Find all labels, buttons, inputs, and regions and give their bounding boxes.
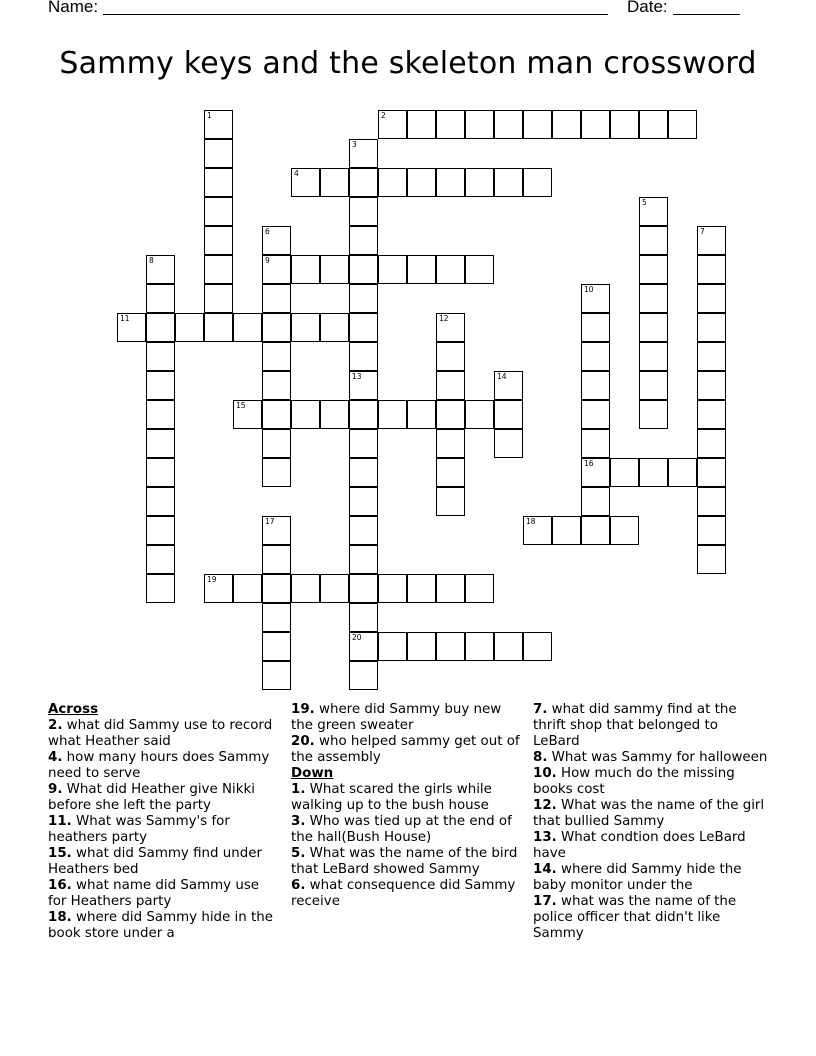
crossword-cell[interactable] bbox=[204, 168, 233, 197]
across-clue-11: 11. What was Sammy's for heathers party bbox=[48, 814, 230, 845]
crossword-cell[interactable] bbox=[436, 487, 465, 516]
crossword-cell[interactable] bbox=[465, 400, 494, 429]
crossword-cell[interactable] bbox=[146, 342, 175, 371]
crossword-cell[interactable] bbox=[349, 313, 378, 342]
crossword-cell[interactable] bbox=[407, 168, 436, 197]
crossword-cell[interactable] bbox=[465, 574, 494, 603]
crossword-cell[interactable] bbox=[610, 516, 639, 545]
crossword-cell[interactable] bbox=[262, 429, 291, 458]
down-clue-6: 6. what consequence did Sammy receive bbox=[291, 878, 516, 909]
crossword-cell[interactable] bbox=[407, 400, 436, 429]
crossword-cell[interactable] bbox=[378, 255, 407, 284]
crossword-cell[interactable] bbox=[552, 516, 581, 545]
crossword-cell[interactable] bbox=[349, 400, 378, 429]
crossword-cell[interactable] bbox=[697, 429, 726, 458]
crossword-cell[interactable] bbox=[465, 255, 494, 284]
crossword-cell[interactable] bbox=[146, 574, 175, 603]
crossword-cell[interactable] bbox=[697, 487, 726, 516]
clue-number: 7 bbox=[700, 227, 705, 236]
crossword-cell[interactable] bbox=[436, 110, 465, 139]
crossword-cell[interactable] bbox=[378, 632, 407, 661]
crossword-cell[interactable] bbox=[639, 342, 668, 371]
crossword-cell[interactable] bbox=[320, 255, 349, 284]
clue-number: 8 bbox=[149, 256, 154, 265]
crossword-cell[interactable] bbox=[697, 400, 726, 429]
clue-number: 18 bbox=[526, 517, 536, 526]
crossword-cell[interactable] bbox=[581, 429, 610, 458]
crossword-cell[interactable] bbox=[320, 574, 349, 603]
crossword-cell[interactable] bbox=[349, 545, 378, 574]
crossword-cell[interactable] bbox=[494, 371, 523, 400]
crossword-cell[interactable] bbox=[668, 110, 697, 139]
crossword-cell[interactable] bbox=[465, 168, 494, 197]
clue-number: 2 bbox=[381, 111, 386, 120]
crossword-cell[interactable] bbox=[639, 458, 668, 487]
crossword-cell[interactable] bbox=[291, 168, 320, 197]
crossword-cell[interactable] bbox=[697, 516, 726, 545]
clue-number: 17 bbox=[265, 517, 275, 526]
crossword-cell[interactable] bbox=[639, 313, 668, 342]
crossword-cell[interactable] bbox=[436, 400, 465, 429]
crossword-cell[interactable] bbox=[552, 110, 581, 139]
crossword-cell[interactable] bbox=[581, 371, 610, 400]
crossword-cell[interactable] bbox=[697, 371, 726, 400]
crossword-cell[interactable] bbox=[262, 342, 291, 371]
crossword-cell[interactable] bbox=[639, 371, 668, 400]
crossword-cell[interactable] bbox=[436, 342, 465, 371]
crossword-cell[interactable] bbox=[349, 632, 378, 661]
across-clue-20: 20. who helped sammy get out of the assembly bbox=[291, 734, 520, 765]
clue-number: 1 bbox=[207, 111, 212, 120]
crossword-cell[interactable] bbox=[262, 400, 291, 429]
down-clue-10: 10. How much do the missing books cost bbox=[533, 766, 735, 797]
clue-number: 6 bbox=[265, 227, 270, 236]
crossword-cell[interactable] bbox=[262, 284, 291, 313]
crossword-cell[interactable] bbox=[146, 458, 175, 487]
crossword-cell[interactable] bbox=[349, 168, 378, 197]
crossword-cell[interactable] bbox=[494, 168, 523, 197]
crossword-cell[interactable] bbox=[291, 313, 320, 342]
crossword-cell[interactable] bbox=[581, 516, 610, 545]
crossword-cell[interactable] bbox=[320, 313, 349, 342]
crossword-cell[interactable] bbox=[349, 226, 378, 255]
crossword-cell[interactable] bbox=[349, 284, 378, 313]
crossword-cell[interactable] bbox=[233, 313, 262, 342]
down-clue-12: 12. What was the name of the girl that bullied Sammy bbox=[533, 798, 765, 829]
clue-number: 13 bbox=[352, 372, 362, 381]
crossword-cell[interactable] bbox=[146, 255, 175, 284]
crossword-cell[interactable] bbox=[581, 313, 610, 342]
crossword-cell[interactable] bbox=[349, 197, 378, 226]
crossword-cell[interactable] bbox=[117, 313, 146, 342]
crossword-cell[interactable] bbox=[320, 168, 349, 197]
crossword-cell[interactable] bbox=[697, 342, 726, 371]
across-clue-19: 19. where did Sammy buy new the green sweater bbox=[291, 702, 502, 733]
crossword-cell[interactable] bbox=[262, 632, 291, 661]
clues-column-3 bbox=[533, 702, 768, 942]
crossword-cell[interactable] bbox=[262, 661, 291, 690]
down-clue-14: 14. where did Sammy hide the baby monitor under the bbox=[533, 862, 742, 893]
crossword-cell[interactable] bbox=[146, 516, 175, 545]
crossword-cell[interactable] bbox=[146, 400, 175, 429]
crossword-cell[interactable] bbox=[581, 110, 610, 139]
crossword-cell[interactable] bbox=[581, 284, 610, 313]
crossword-cell[interactable] bbox=[291, 400, 320, 429]
crossword-cell[interactable] bbox=[291, 255, 320, 284]
crossword-cell[interactable] bbox=[349, 342, 378, 371]
crossword-cell[interactable] bbox=[349, 458, 378, 487]
crossword-cell[interactable] bbox=[262, 255, 291, 284]
crossword-cell[interactable] bbox=[349, 255, 378, 284]
crossword-cell[interactable] bbox=[349, 139, 378, 168]
crossword-cell[interactable] bbox=[146, 313, 175, 342]
across-clue-15: 15. what did Sammy find under Heathers bed bbox=[48, 846, 262, 877]
crossword-cell[interactable] bbox=[204, 226, 233, 255]
crossword-cell[interactable] bbox=[320, 400, 349, 429]
down-heading: Down bbox=[291, 766, 334, 781]
crossword-cell[interactable] bbox=[378, 110, 407, 139]
clues-column-2 bbox=[291, 702, 526, 910]
crossword-cell[interactable] bbox=[146, 429, 175, 458]
crossword-cell[interactable] bbox=[639, 110, 668, 139]
crossword-cell[interactable] bbox=[639, 226, 668, 255]
crossword-cell[interactable] bbox=[349, 603, 378, 632]
crossword-cell[interactable] bbox=[349, 516, 378, 545]
crossword-cell[interactable] bbox=[697, 226, 726, 255]
crossword-cell[interactable] bbox=[494, 632, 523, 661]
crossword-cell[interactable] bbox=[204, 255, 233, 284]
crossword-cell[interactable] bbox=[697, 255, 726, 284]
crossword-cell[interactable] bbox=[349, 487, 378, 516]
crossword-cell[interactable] bbox=[262, 313, 291, 342]
crossword-cell[interactable] bbox=[436, 429, 465, 458]
crossword-cell[interactable] bbox=[697, 284, 726, 313]
clue-number: 19 bbox=[207, 575, 217, 584]
crossword-cell[interactable] bbox=[407, 632, 436, 661]
crossword-cell[interactable] bbox=[436, 313, 465, 342]
down-clue-7: 7. what did sammy find at the thrift shop that belonged to LeBard bbox=[533, 702, 737, 749]
down-clue-1: 1. What scared the girls while walking up to the bush house bbox=[291, 782, 492, 813]
crossword-cell[interactable] bbox=[436, 632, 465, 661]
crossword-cell[interactable] bbox=[204, 110, 233, 139]
crossword-cell[interactable] bbox=[262, 371, 291, 400]
crossword-cell[interactable] bbox=[697, 313, 726, 342]
down-clue-3: 3. Who was tied up at the end of the hall(Bush House) bbox=[291, 814, 512, 845]
crossword-cell[interactable] bbox=[581, 487, 610, 516]
down-clue-5: 5. What was the name of the bird that LeBard showed Sammy bbox=[291, 846, 518, 877]
crossword-cell[interactable] bbox=[262, 574, 291, 603]
date-label: Date: bbox=[627, 0, 668, 16]
clues-column-1 bbox=[48, 702, 280, 942]
clue-number: 20 bbox=[352, 633, 362, 642]
name-label: Name: bbox=[48, 0, 99, 16]
crossword-cell[interactable] bbox=[407, 255, 436, 284]
crossword-cell[interactable] bbox=[378, 168, 407, 197]
crossword-cell[interactable] bbox=[146, 545, 175, 574]
crossword-cell[interactable] bbox=[465, 632, 494, 661]
crossword-cell[interactable] bbox=[262, 516, 291, 545]
crossword-cell[interactable] bbox=[465, 110, 494, 139]
crossword-cell[interactable] bbox=[639, 400, 668, 429]
crossword-cell[interactable] bbox=[610, 458, 639, 487]
page-title: Sammy keys and the skeleton man crossword bbox=[59, 46, 757, 81]
crossword-cell[interactable] bbox=[436, 458, 465, 487]
crossword-cell[interactable] bbox=[697, 545, 726, 574]
crossword-cell[interactable] bbox=[262, 603, 291, 632]
crossword-cell[interactable] bbox=[494, 429, 523, 458]
crossword-cell[interactable] bbox=[668, 458, 697, 487]
crossword-cell[interactable] bbox=[262, 545, 291, 574]
crossword-cell[interactable] bbox=[378, 400, 407, 429]
crossword-cell[interactable] bbox=[494, 400, 523, 429]
clue-number: 16 bbox=[584, 459, 594, 468]
crossword-cell[interactable] bbox=[523, 632, 552, 661]
crossword-cell[interactable] bbox=[523, 516, 552, 545]
clue-number: 11 bbox=[120, 314, 130, 323]
across-clue-2: 2. what did Sammy use to record what Heather said bbox=[48, 718, 273, 749]
crossword-cell[interactable] bbox=[581, 342, 610, 371]
crossword-cell[interactable] bbox=[436, 371, 465, 400]
crossword-cell[interactable] bbox=[523, 168, 552, 197]
crossword-cell[interactable] bbox=[204, 284, 233, 313]
crossword-cell[interactable] bbox=[378, 574, 407, 603]
crossword-cell[interactable] bbox=[639, 284, 668, 313]
clue-number: 4 bbox=[294, 169, 299, 178]
crossword-cell[interactable] bbox=[204, 197, 233, 226]
crossword-cell[interactable] bbox=[436, 574, 465, 603]
crossword-cell[interactable] bbox=[349, 371, 378, 400]
crossword-cell[interactable] bbox=[407, 110, 436, 139]
crossword-cell[interactable] bbox=[175, 313, 204, 342]
crossword-cell[interactable] bbox=[262, 458, 291, 487]
crossword-cell[interactable] bbox=[146, 487, 175, 516]
crossword-cell[interactable] bbox=[436, 168, 465, 197]
across-clue-18: 18. where did Sammy hide in the book store under a bbox=[48, 910, 273, 941]
crossword-cell[interactable] bbox=[204, 313, 233, 342]
down-clue-17: 17. what was the name of the police officer that didn't like Sammy bbox=[533, 894, 737, 941]
crossword-cell[interactable] bbox=[523, 110, 552, 139]
crossword-cell[interactable] bbox=[349, 574, 378, 603]
crossword-cell[interactable] bbox=[204, 574, 233, 603]
crossword-cell[interactable] bbox=[291, 574, 320, 603]
crossword-cell[interactable] bbox=[436, 255, 465, 284]
crossword-cell[interactable] bbox=[697, 458, 726, 487]
across-heading: Across bbox=[48, 702, 99, 717]
crossword-cell[interactable] bbox=[233, 400, 262, 429]
crossword-cell[interactable] bbox=[204, 139, 233, 168]
down-clue-8: 8. What was Sammy for halloween bbox=[533, 750, 768, 765]
across-clue-4: 4. how many hours does Sammy need to serve bbox=[48, 750, 270, 781]
crossword-cell[interactable] bbox=[233, 574, 262, 603]
clue-number: 14 bbox=[497, 372, 507, 381]
crossword-cell[interactable] bbox=[407, 574, 436, 603]
crossword-cell[interactable] bbox=[610, 110, 639, 139]
across-clue-16: 16. what name did Sammy use for Heathers party bbox=[48, 878, 260, 909]
clue-number: 3 bbox=[352, 140, 357, 149]
crossword-cell[interactable] bbox=[146, 284, 175, 313]
clue-number: 5 bbox=[642, 198, 647, 207]
crossword-cell[interactable] bbox=[146, 371, 175, 400]
clue-number: 9 bbox=[265, 256, 270, 265]
clue-number: 12 bbox=[439, 314, 449, 323]
across-clue-9: 9. What did Heather give Nikki before she left the party bbox=[48, 782, 255, 813]
crossword-cell[interactable] bbox=[639, 197, 668, 226]
crossword-cell[interactable] bbox=[349, 429, 378, 458]
crossword-cell[interactable] bbox=[581, 458, 610, 487]
clue-number: 15 bbox=[236, 401, 246, 410]
clue-number: 10 bbox=[584, 285, 594, 294]
down-clue-13: 13. What condtion does LeBard have bbox=[533, 830, 746, 861]
crossword-cell[interactable] bbox=[262, 226, 291, 255]
crossword-cell[interactable] bbox=[494, 110, 523, 139]
crossword-cell[interactable] bbox=[639, 255, 668, 284]
crossword-cell[interactable] bbox=[349, 661, 378, 690]
crossword-cell[interactable] bbox=[581, 400, 610, 429]
